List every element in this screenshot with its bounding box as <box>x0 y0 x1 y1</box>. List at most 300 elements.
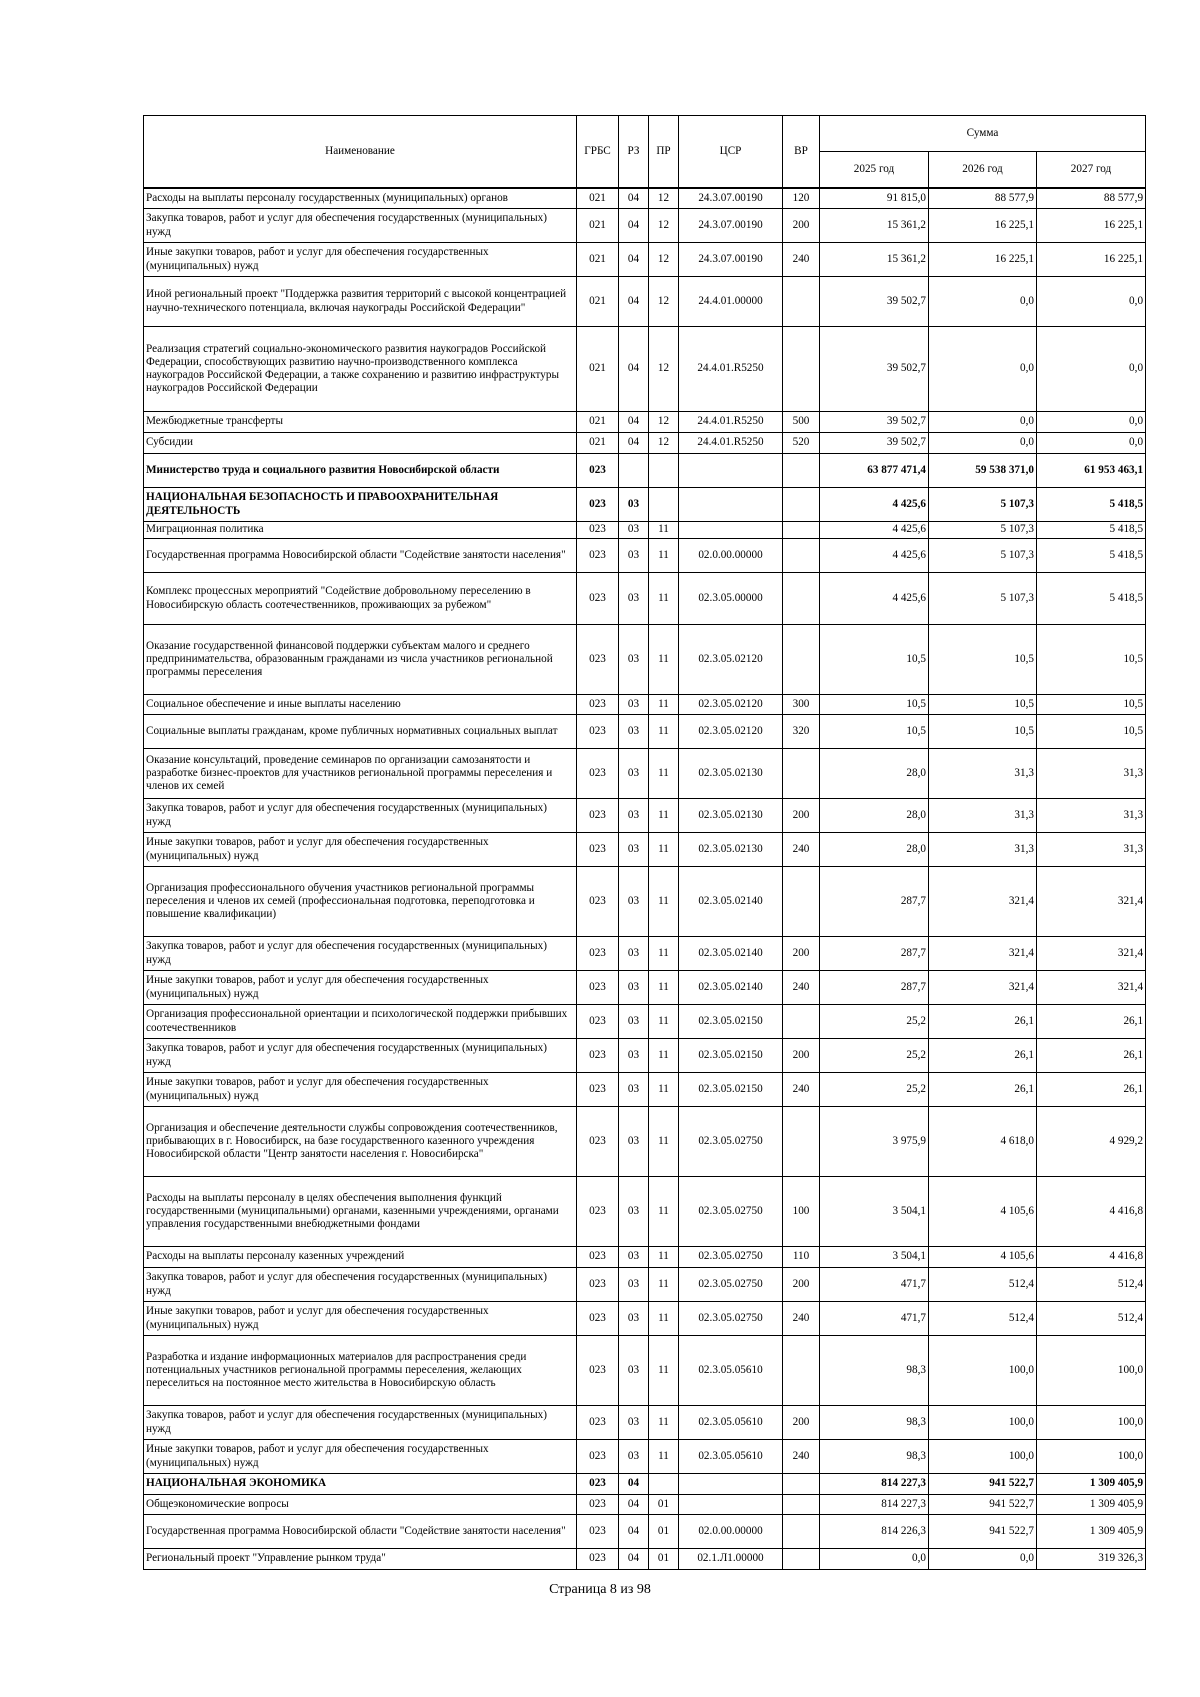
row-name: Иные закупки товаров, работ и услуг для обеспечения государственных (муниципальных) нужд <box>144 1073 577 1107</box>
row-value-2025: 3 975,9 <box>820 1107 929 1177</box>
row-pr: 11 <box>649 695 679 715</box>
table-row <box>144 1302 1146 1336</box>
table-row <box>144 522 1146 539</box>
row-rz: 04 <box>619 327 649 412</box>
row-rz: 03 <box>619 1039 649 1073</box>
table-row <box>144 1549 1146 1570</box>
row-value-2025: 814 227,3 <box>820 1495 929 1515</box>
row-pr: 12 <box>649 412 679 433</box>
table-row <box>144 1474 1146 1495</box>
row-vr: 300 <box>783 695 820 715</box>
row-vr <box>783 1005 820 1039</box>
row-value-2026: 26,1 <box>929 1073 1037 1107</box>
row-value-2025: 814 227,3 <box>820 1474 929 1495</box>
row-rz: 03 <box>619 971 649 1005</box>
row-grbs: 023 <box>577 1515 619 1549</box>
row-csr: 02.3.05.02130 <box>679 799 783 833</box>
row-name: Организация профессионального обучения участников региональной программы переселения и членов их семей (профессиональная подготовка, переподготовка и повышение квалификации) <box>144 867 577 937</box>
row-value-2026: 4 105,6 <box>929 1247 1037 1268</box>
row-value-2025: 3 504,1 <box>820 1177 929 1247</box>
row-csr: 02.0.00.00000 <box>679 539 783 573</box>
row-csr: 02.3.05.02150 <box>679 1005 783 1039</box>
row-name: Иной региональный проект "Поддержка развития территорий с высокой концентрацией научно-технического потенциала, включая наукограды Российской Федерации" <box>144 277 577 327</box>
row-csr <box>679 522 783 539</box>
row-value-2025: 25,2 <box>820 1005 929 1039</box>
row-vr <box>783 539 820 573</box>
row-csr: 02.3.05.02120 <box>679 625 783 695</box>
page-number: Страница 8 из 98 <box>549 1582 651 1597</box>
row-value-2027: 16 225,1 <box>1037 243 1146 277</box>
row-pr <box>649 488 679 522</box>
row-value-2026: 31,3 <box>929 799 1037 833</box>
row-vr <box>783 1107 820 1177</box>
row-value-2026: 512,4 <box>929 1302 1037 1336</box>
row-vr: 200 <box>783 1268 820 1302</box>
row-value-2026: 100,0 <box>929 1406 1037 1440</box>
row-value-2026: 16 225,1 <box>929 243 1037 277</box>
row-value-2027: 88 577,9 <box>1037 188 1146 209</box>
row-value-2027: 31,3 <box>1037 749 1146 799</box>
row-name: Социальные выплаты гражданам, кроме публичных нормативных социальных выплат <box>144 715 577 749</box>
header-name: Наименование <box>144 116 577 188</box>
row-csr: 24.4.01.R5250 <box>679 433 783 454</box>
table-row <box>144 488 1146 522</box>
row-value-2027: 0,0 <box>1037 327 1146 412</box>
row-vr <box>783 1495 820 1515</box>
row-name: Субсидии <box>144 433 577 454</box>
row-value-2026: 5 107,3 <box>929 539 1037 573</box>
row-rz: 03 <box>619 573 649 625</box>
row-csr: 24.4.01.R5250 <box>679 412 783 433</box>
row-pr: 11 <box>649 1336 679 1406</box>
row-value-2027: 5 418,5 <box>1037 522 1146 539</box>
row-value-2027: 512,4 <box>1037 1302 1146 1336</box>
row-csr: 02.3.05.02130 <box>679 833 783 867</box>
row-value-2025: 287,7 <box>820 867 929 937</box>
row-name: Государственная программа Новосибирской области "Содействие занятости населения" <box>144 1515 577 1549</box>
row-value-2026: 26,1 <box>929 1005 1037 1039</box>
row-vr <box>783 327 820 412</box>
row-value-2025: 287,7 <box>820 971 929 1005</box>
row-value-2027: 321,4 <box>1037 971 1146 1005</box>
row-csr: 02.3.05.02140 <box>679 971 783 1005</box>
row-rz: 03 <box>619 1177 649 1247</box>
row-name: Иные закупки товаров, работ и услуг для обеспечения государственных (муниципальных) нужд <box>144 1302 577 1336</box>
row-grbs: 021 <box>577 412 619 433</box>
row-rz: 03 <box>619 522 649 539</box>
row-csr: 02.3.05.05610 <box>679 1336 783 1406</box>
row-value-2025: 39 502,7 <box>820 412 929 433</box>
row-rz: 03 <box>619 1107 649 1177</box>
row-value-2026: 5 107,3 <box>929 573 1037 625</box>
table-row <box>144 454 1146 488</box>
row-value-2026: 59 538 371,0 <box>929 454 1037 488</box>
row-csr: 02.3.05.05610 <box>679 1440 783 1474</box>
table-row <box>144 412 1146 433</box>
row-name: Оказание консультаций, проведение семинаров по организации самозанятости и разработке бизнес-проектов для участников региональной программы переселения и членов их семей <box>144 749 577 799</box>
row-rz: 03 <box>619 1073 649 1107</box>
row-grbs: 023 <box>577 1005 619 1039</box>
header-csr: ЦСР <box>679 116 783 188</box>
row-grbs: 023 <box>577 833 619 867</box>
row-rz: 04 <box>619 1495 649 1515</box>
row-rz: 04 <box>619 1474 649 1495</box>
row-vr: 200 <box>783 937 820 971</box>
row-value-2025: 25,2 <box>820 1039 929 1073</box>
row-pr: 12 <box>649 327 679 412</box>
row-name: Организация и обеспечение деятельности службы сопровождения соотечественников, прибывающих в г. Новосибирск, на базе государственного казенного учреждения Новосибирской области "Центр занятости населения г. Новосибирска" <box>144 1107 577 1177</box>
row-value-2026: 321,4 <box>929 937 1037 971</box>
row-value-2025: 814 226,3 <box>820 1515 929 1549</box>
row-value-2026: 88 577,9 <box>929 188 1037 209</box>
table-row <box>144 695 1146 715</box>
budget-table <box>143 115 1146 1570</box>
table-header <box>144 116 1146 188</box>
row-value-2025: 287,7 <box>820 937 929 971</box>
row-pr: 12 <box>649 243 679 277</box>
row-csr: 02.1.Л1.00000 <box>679 1549 783 1570</box>
row-value-2025: 3 504,1 <box>820 1247 929 1268</box>
row-pr: 11 <box>649 1440 679 1474</box>
table-row <box>144 749 1146 799</box>
row-vr: 200 <box>783 1406 820 1440</box>
row-pr: 11 <box>649 1005 679 1039</box>
row-name: НАЦИОНАЛЬНАЯ ЭКОНОМИКА <box>144 1474 577 1495</box>
row-name: Оказание государственной финансовой поддержки субъектам малого и среднего предпринимательства, образованным гражданами из числа участников региональной программы переселения <box>144 625 577 695</box>
row-value-2027: 0,0 <box>1037 433 1146 454</box>
row-value-2027: 31,3 <box>1037 799 1146 833</box>
row-value-2025: 0,0 <box>820 1549 929 1570</box>
row-name: Закупка товаров, работ и услуг для обеспечения государственных (муниципальных) нужд <box>144 799 577 833</box>
row-name: Реализация стратегий социально-экономического развития наукоградов Российской Федерации, способствующих развитию научно-производственного комплекса наукоградов Российской Федерации, а также сохранению и развитию инфраструктуры наукоградов Российской Федерации <box>144 327 577 412</box>
row-csr <box>679 1474 783 1495</box>
row-rz: 03 <box>619 1247 649 1268</box>
row-grbs: 023 <box>577 937 619 971</box>
row-csr <box>679 454 783 488</box>
row-csr: 02.3.05.02750 <box>679 1107 783 1177</box>
table-body <box>144 188 1146 1570</box>
row-value-2027: 31,3 <box>1037 833 1146 867</box>
row-grbs: 021 <box>577 433 619 454</box>
row-rz: 03 <box>619 799 649 833</box>
row-name: Государственная программа Новосибирской области "Содействие занятости населения" <box>144 539 577 573</box>
row-value-2025: 10,5 <box>820 715 929 749</box>
row-value-2026: 0,0 <box>929 1549 1037 1570</box>
row-pr: 01 <box>649 1515 679 1549</box>
row-vr <box>783 522 820 539</box>
row-rz: 03 <box>619 488 649 522</box>
row-value-2025: 15 361,2 <box>820 209 929 243</box>
table-row <box>144 971 1146 1005</box>
row-name: Закупка товаров, работ и услуг для обеспечения государственных (муниципальных) нужд <box>144 1268 577 1302</box>
table-row <box>144 1005 1146 1039</box>
row-name: Закупка товаров, работ и услуг для обеспечения государственных (муниципальных) нужд <box>144 1406 577 1440</box>
row-pr: 01 <box>649 1549 679 1570</box>
row-pr <box>649 454 679 488</box>
row-value-2027: 319 326,3 <box>1037 1549 1146 1570</box>
row-value-2027: 1 309 405,9 <box>1037 1515 1146 1549</box>
row-value-2027: 5 418,5 <box>1037 539 1146 573</box>
row-grbs: 023 <box>577 1474 619 1495</box>
row-grbs: 023 <box>577 1440 619 1474</box>
row-grbs: 023 <box>577 749 619 799</box>
row-value-2025: 471,7 <box>820 1302 929 1336</box>
row-value-2026: 321,4 <box>929 867 1037 937</box>
row-value-2026: 16 225,1 <box>929 209 1037 243</box>
row-vr: 240 <box>783 243 820 277</box>
row-value-2025: 28,0 <box>820 749 929 799</box>
row-rz: 04 <box>619 243 649 277</box>
row-grbs: 023 <box>577 1177 619 1247</box>
row-pr: 11 <box>649 625 679 695</box>
row-name: Расходы на выплаты персоналу в целях обеспечения выполнения функций государственными (муниципальными) органами, казенными учреждениями, органами управления государственными внебюджетными фондами <box>144 1177 577 1247</box>
row-name: Региональный проект "Управление рынком труда" <box>144 1549 577 1570</box>
row-value-2025: 91 815,0 <box>820 188 929 209</box>
row-csr: 02.3.05.05610 <box>679 1406 783 1440</box>
row-value-2026: 4 618,0 <box>929 1107 1037 1177</box>
row-value-2025: 63 877 471,4 <box>820 454 929 488</box>
row-value-2027: 4 416,8 <box>1037 1177 1146 1247</box>
row-rz: 03 <box>619 867 649 937</box>
row-pr: 11 <box>649 1302 679 1336</box>
table-row <box>144 1440 1146 1474</box>
row-value-2027: 4 929,2 <box>1037 1107 1146 1177</box>
row-value-2026: 10,5 <box>929 695 1037 715</box>
row-csr: 02.3.05.00000 <box>679 573 783 625</box>
row-pr: 11 <box>649 1247 679 1268</box>
row-pr: 12 <box>649 188 679 209</box>
table-row <box>144 327 1146 412</box>
row-pr: 11 <box>649 1039 679 1073</box>
row-rz: 04 <box>619 1549 649 1570</box>
row-value-2026: 5 107,3 <box>929 522 1037 539</box>
header-year-2027: 2027 год <box>1037 152 1146 188</box>
table-row <box>144 625 1146 695</box>
row-vr: 240 <box>783 833 820 867</box>
row-grbs: 023 <box>577 867 619 937</box>
row-vr <box>783 1515 820 1549</box>
row-pr: 11 <box>649 799 679 833</box>
row-value-2027: 1 309 405,9 <box>1037 1474 1146 1495</box>
row-csr: 02.3.05.02750 <box>679 1177 783 1247</box>
row-vr: 240 <box>783 1302 820 1336</box>
row-grbs: 023 <box>577 1495 619 1515</box>
row-grbs: 023 <box>577 1073 619 1107</box>
row-value-2027: 61 953 463,1 <box>1037 454 1146 488</box>
row-pr: 11 <box>649 1177 679 1247</box>
row-value-2026: 100,0 <box>929 1336 1037 1406</box>
row-grbs: 023 <box>577 971 619 1005</box>
table-row <box>144 433 1146 454</box>
row-value-2027: 5 418,5 <box>1037 488 1146 522</box>
row-pr: 12 <box>649 209 679 243</box>
row-name: Иные закупки товаров, работ и услуг для обеспечения государственных (муниципальных) нужд <box>144 971 577 1005</box>
table-row <box>144 1495 1146 1515</box>
row-vr: 320 <box>783 715 820 749</box>
table-row <box>144 1247 1146 1268</box>
row-pr: 11 <box>649 1268 679 1302</box>
row-value-2027: 0,0 <box>1037 412 1146 433</box>
row-grbs: 023 <box>577 1039 619 1073</box>
row-pr: 11 <box>649 715 679 749</box>
row-value-2026: 0,0 <box>929 433 1037 454</box>
row-vr <box>783 749 820 799</box>
row-grbs: 023 <box>577 1302 619 1336</box>
row-pr: 11 <box>649 833 679 867</box>
row-value-2026: 512,4 <box>929 1268 1037 1302</box>
row-grbs: 023 <box>577 1549 619 1570</box>
header-year-2025: 2025 год <box>820 152 929 188</box>
row-rz: 04 <box>619 1515 649 1549</box>
row-grbs: 023 <box>577 454 619 488</box>
row-value-2025: 4 425,6 <box>820 539 929 573</box>
row-name: Социальное обеспечение и иные выплаты населению <box>144 695 577 715</box>
row-name: Разработка и издание информационных материалов для распространения среди потенциальных участников региональной программы переселения, желающих переселиться на постоянное место жительства в Новосибирскую область <box>144 1336 577 1406</box>
row-value-2027: 10,5 <box>1037 695 1146 715</box>
row-value-2027: 1 309 405,9 <box>1037 1495 1146 1515</box>
row-pr: 11 <box>649 749 679 799</box>
row-value-2027: 26,1 <box>1037 1073 1146 1107</box>
row-name: Организация профессиональной ориентации и психологической поддержки прибывших соотечественников <box>144 1005 577 1039</box>
row-vr <box>783 488 820 522</box>
table-row <box>144 799 1146 833</box>
row-vr: 500 <box>783 412 820 433</box>
row-value-2025: 28,0 <box>820 833 929 867</box>
row-vr: 120 <box>783 188 820 209</box>
row-grbs: 021 <box>577 209 619 243</box>
table-row <box>144 1039 1146 1073</box>
row-rz: 04 <box>619 277 649 327</box>
row-pr: 12 <box>649 277 679 327</box>
row-grbs: 023 <box>577 1406 619 1440</box>
row-grbs: 023 <box>577 522 619 539</box>
table-row <box>144 937 1146 971</box>
row-value-2027: 100,0 <box>1037 1336 1146 1406</box>
row-name: Расходы на выплаты персоналу государственных (муниципальных) органов <box>144 188 577 209</box>
table-row <box>144 1336 1146 1406</box>
row-value-2025: 25,2 <box>820 1073 929 1107</box>
row-name: Расходы на выплаты персоналу казенных учреждений <box>144 1247 577 1268</box>
row-value-2025: 4 425,6 <box>820 573 929 625</box>
row-vr <box>783 1474 820 1495</box>
row-rz: 03 <box>619 833 649 867</box>
row-name: Закупка товаров, работ и услуг для обеспечения государственных (муниципальных) нужд <box>144 1039 577 1073</box>
row-rz: 04 <box>619 209 649 243</box>
row-csr: 02.3.05.02120 <box>679 695 783 715</box>
row-value-2025: 98,3 <box>820 1406 929 1440</box>
row-rz: 03 <box>619 1302 649 1336</box>
row-pr: 11 <box>649 522 679 539</box>
row-vr: 200 <box>783 209 820 243</box>
row-value-2027: 321,4 <box>1037 937 1146 971</box>
row-vr <box>783 277 820 327</box>
row-value-2027: 26,1 <box>1037 1005 1146 1039</box>
row-grbs: 021 <box>577 277 619 327</box>
row-value-2026: 10,5 <box>929 715 1037 749</box>
row-value-2027: 100,0 <box>1037 1406 1146 1440</box>
row-rz: 03 <box>619 715 649 749</box>
row-rz: 03 <box>619 625 649 695</box>
row-value-2026: 941 522,7 <box>929 1495 1037 1515</box>
row-value-2025: 10,5 <box>820 625 929 695</box>
row-grbs: 023 <box>577 799 619 833</box>
row-value-2025: 39 502,7 <box>820 277 929 327</box>
row-vr <box>783 625 820 695</box>
row-grbs: 023 <box>577 1247 619 1268</box>
row-value-2025: 39 502,7 <box>820 327 929 412</box>
row-value-2025: 10,5 <box>820 695 929 715</box>
row-value-2025: 15 361,2 <box>820 243 929 277</box>
row-value-2026: 941 522,7 <box>929 1474 1037 1495</box>
table-row <box>144 209 1146 243</box>
row-csr: 02.3.05.02130 <box>679 749 783 799</box>
row-value-2027: 16 225,1 <box>1037 209 1146 243</box>
row-value-2025: 98,3 <box>820 1440 929 1474</box>
row-value-2026: 26,1 <box>929 1039 1037 1073</box>
row-pr: 01 <box>649 1495 679 1515</box>
row-name: Иные закупки товаров, работ и услуг для обеспечения государственных (муниципальных) нужд <box>144 243 577 277</box>
row-value-2026: 321,4 <box>929 971 1037 1005</box>
row-name: НАЦИОНАЛЬНАЯ БЕЗОПАСНОСТЬ И ПРАВООХРАНИТЕЛЬНАЯ ДЕЯТЕЛЬНОСТЬ <box>144 488 577 522</box>
table-row <box>144 1268 1146 1302</box>
row-name: Комплекс процессных мероприятий "Содействие добровольному переселению в Новосибирскую область соотечественников, проживающих за рубежом" <box>144 573 577 625</box>
row-name: Закупка товаров, работ и услуг для обеспечения государственных (муниципальных) нужд <box>144 209 577 243</box>
row-grbs: 023 <box>577 625 619 695</box>
table-row <box>144 1177 1146 1247</box>
row-value-2025: 4 425,6 <box>820 488 929 522</box>
row-value-2027: 10,5 <box>1037 715 1146 749</box>
row-rz: 03 <box>619 1268 649 1302</box>
header-vr: ВР <box>783 116 820 188</box>
table-row <box>144 833 1146 867</box>
row-name: Иные закупки товаров, работ и услуг для обеспечения государственных (муниципальных) нужд <box>144 833 577 867</box>
row-pr: 12 <box>649 433 679 454</box>
row-value-2026: 31,3 <box>929 833 1037 867</box>
row-value-2027: 4 416,8 <box>1037 1247 1146 1268</box>
row-value-2027: 100,0 <box>1037 1440 1146 1474</box>
header-pr: ПР <box>649 116 679 188</box>
row-rz: 03 <box>619 1005 649 1039</box>
row-grbs: 023 <box>577 1336 619 1406</box>
row-grbs: 021 <box>577 243 619 277</box>
table-row <box>144 715 1146 749</box>
row-grbs: 021 <box>577 188 619 209</box>
row-value-2027: 5 418,5 <box>1037 573 1146 625</box>
row-csr: 24.3.07.00190 <box>679 209 783 243</box>
row-grbs: 023 <box>577 539 619 573</box>
row-csr: 02.3.05.02750 <box>679 1268 783 1302</box>
row-value-2027: 321,4 <box>1037 867 1146 937</box>
row-value-2026: 10,5 <box>929 625 1037 695</box>
row-vr: 520 <box>783 433 820 454</box>
row-vr <box>783 1336 820 1406</box>
header-rz: РЗ <box>619 116 649 188</box>
row-name: Закупка товаров, работ и услуг для обеспечения государственных (муниципальных) нужд <box>144 937 577 971</box>
row-name: Миграционная политика <box>144 522 577 539</box>
row-name: Иные закупки товаров, работ и услуг для обеспечения государственных (муниципальных) нужд <box>144 1440 577 1474</box>
row-pr: 11 <box>649 867 679 937</box>
row-csr: 24.3.07.00190 <box>679 188 783 209</box>
row-pr: 11 <box>649 1406 679 1440</box>
row-value-2026: 4 105,6 <box>929 1177 1037 1247</box>
row-rz: 03 <box>619 1440 649 1474</box>
table-row <box>144 573 1146 625</box>
row-csr: 24.3.07.00190 <box>679 243 783 277</box>
row-csr: 02.3.05.02140 <box>679 867 783 937</box>
row-vr: 200 <box>783 1039 820 1073</box>
row-vr: 100 <box>783 1177 820 1247</box>
row-value-2027: 512,4 <box>1037 1268 1146 1302</box>
